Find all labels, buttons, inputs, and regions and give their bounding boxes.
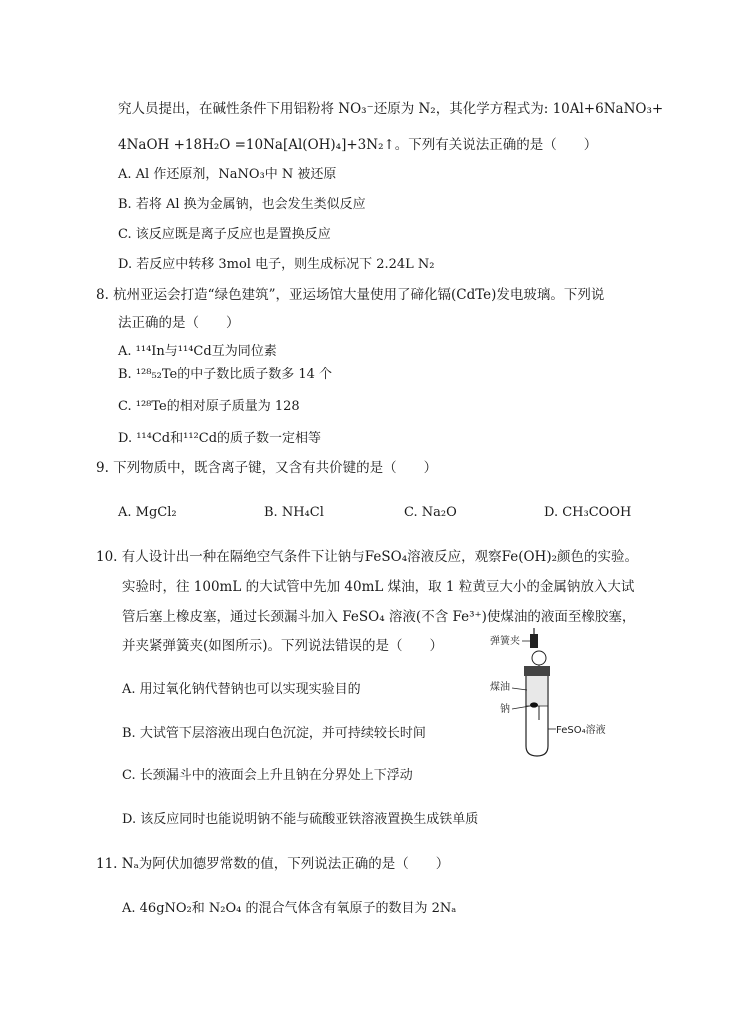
q9-option-a: A. MgCl₂ [118, 505, 177, 520]
q7-option-d: D. 若反应中转移 3mol 电子，则生成标况下 2.24L N₂ [118, 257, 435, 272]
solution-label: FeSO₄溶液 [556, 725, 606, 736]
q7-stem-line1: 究人员提出，在碱性条件下用铝粉将 NO₃⁻还原为 N₂，其化学方程式为: 10Al+6NaNO₃+ [118, 101, 664, 117]
spring-clamp-shape [530, 634, 538, 648]
q9-stem: 9. 下列物质中，既含离子键，又含有共价键的是（ ） [96, 460, 438, 476]
q9-option-c: C. Na₂O [404, 505, 457, 520]
q8-option-b: B. ¹²⁸₅₂Te的中子数比质子数多 14 个 [118, 367, 333, 382]
stopper-shape [524, 666, 550, 676]
q10-option-a: A. 用过氧化钠代替钠也可以实现实验目的 [122, 682, 361, 697]
q7-stem-line2: 4NaOH +18H₂O =10Na[Al(OH)₄]+3N₂↑。下列有关说法正确的是（ ） [118, 137, 598, 153]
sodium-label: 钠 [500, 704, 510, 715]
q10-stem-line3: 管后塞上橡皮塞，通过长颈漏斗加入 FeSO₄ 溶液(不含 Fe³⁺)使煤油的液面至橡胶塞， [122, 609, 636, 625]
q7-option-a: A. Al 作还原剂，NaNO₃中 N 被还原 [118, 167, 337, 182]
q10-option-c: C. 长颈漏斗中的液面会上升且钠在分界处上下浮动 [122, 768, 413, 783]
q10-option-d: D. 该反应同时也能说明钠不能与硫酸亚铁溶液置换生成铁单质 [122, 812, 479, 827]
q10-stem-line4: 并夹紧弹簧夹(如图所示)。下列说法错误的是（ ） [122, 638, 444, 654]
q8-option-d: D. ¹¹⁴Cd和¹¹²Cd的质子数一定相等 [118, 431, 322, 446]
q10-stem-line1: 10. 有人设计出一种在隔绝空气条件下让钠与FeSO₄溶液反应，观察Fe(OH)₂颜色的实验。 [96, 549, 639, 565]
q8-option-c: C. ¹²⁸Te的相对原子质量为 128 [118, 399, 300, 414]
q7-option-b: B. 若将 Al 换为金属钠，也会发生类似反应 [118, 197, 366, 212]
q9-option-b: B. NH₄Cl [264, 505, 324, 520]
q11-option-a: A. 46gNO₂和 N₂O₄ 的混合气体含有氧原子的数目为 2Nₐ [122, 901, 457, 916]
q11-stem: 11. Nₐ为阿伏加德罗常数的值，下列说法正确的是（ ） [96, 856, 450, 872]
clamp-label: 弹簧夹 [490, 636, 520, 647]
q8-stem-line2: 法正确的是（ ） [118, 315, 240, 331]
q10-stem-line2: 实验时，往 100mL 的大试管中先加 40mL 煤油，取 1 粒黄豆大小的金属钠放入大试 [122, 579, 635, 595]
funnel-bulb-shape [532, 651, 546, 665]
q9-option-d: D. CH₃COOH [544, 505, 632, 520]
q10-option-b: B. 大试管下层溶液出现白色沉淀，并可持续较长时间 [122, 726, 426, 741]
q8-option-a: A. ¹¹⁴In与¹¹⁴Cd互为同位素 [118, 344, 277, 359]
kerosene-layer-shape [527, 676, 547, 706]
q8-stem-line1: 8. 杭州亚运会打造“绿色建筑”，亚运场馆大量使用了碲化镉(CdTe)发电玻璃。下列说 [96, 287, 605, 303]
sodium-piece-shape [530, 702, 538, 707]
kerosene-label: 煤油 [490, 682, 510, 693]
q7-option-c: C. 该反应既是离子反应也是置换反应 [118, 227, 331, 242]
apparatus-figure [486, 628, 616, 758]
